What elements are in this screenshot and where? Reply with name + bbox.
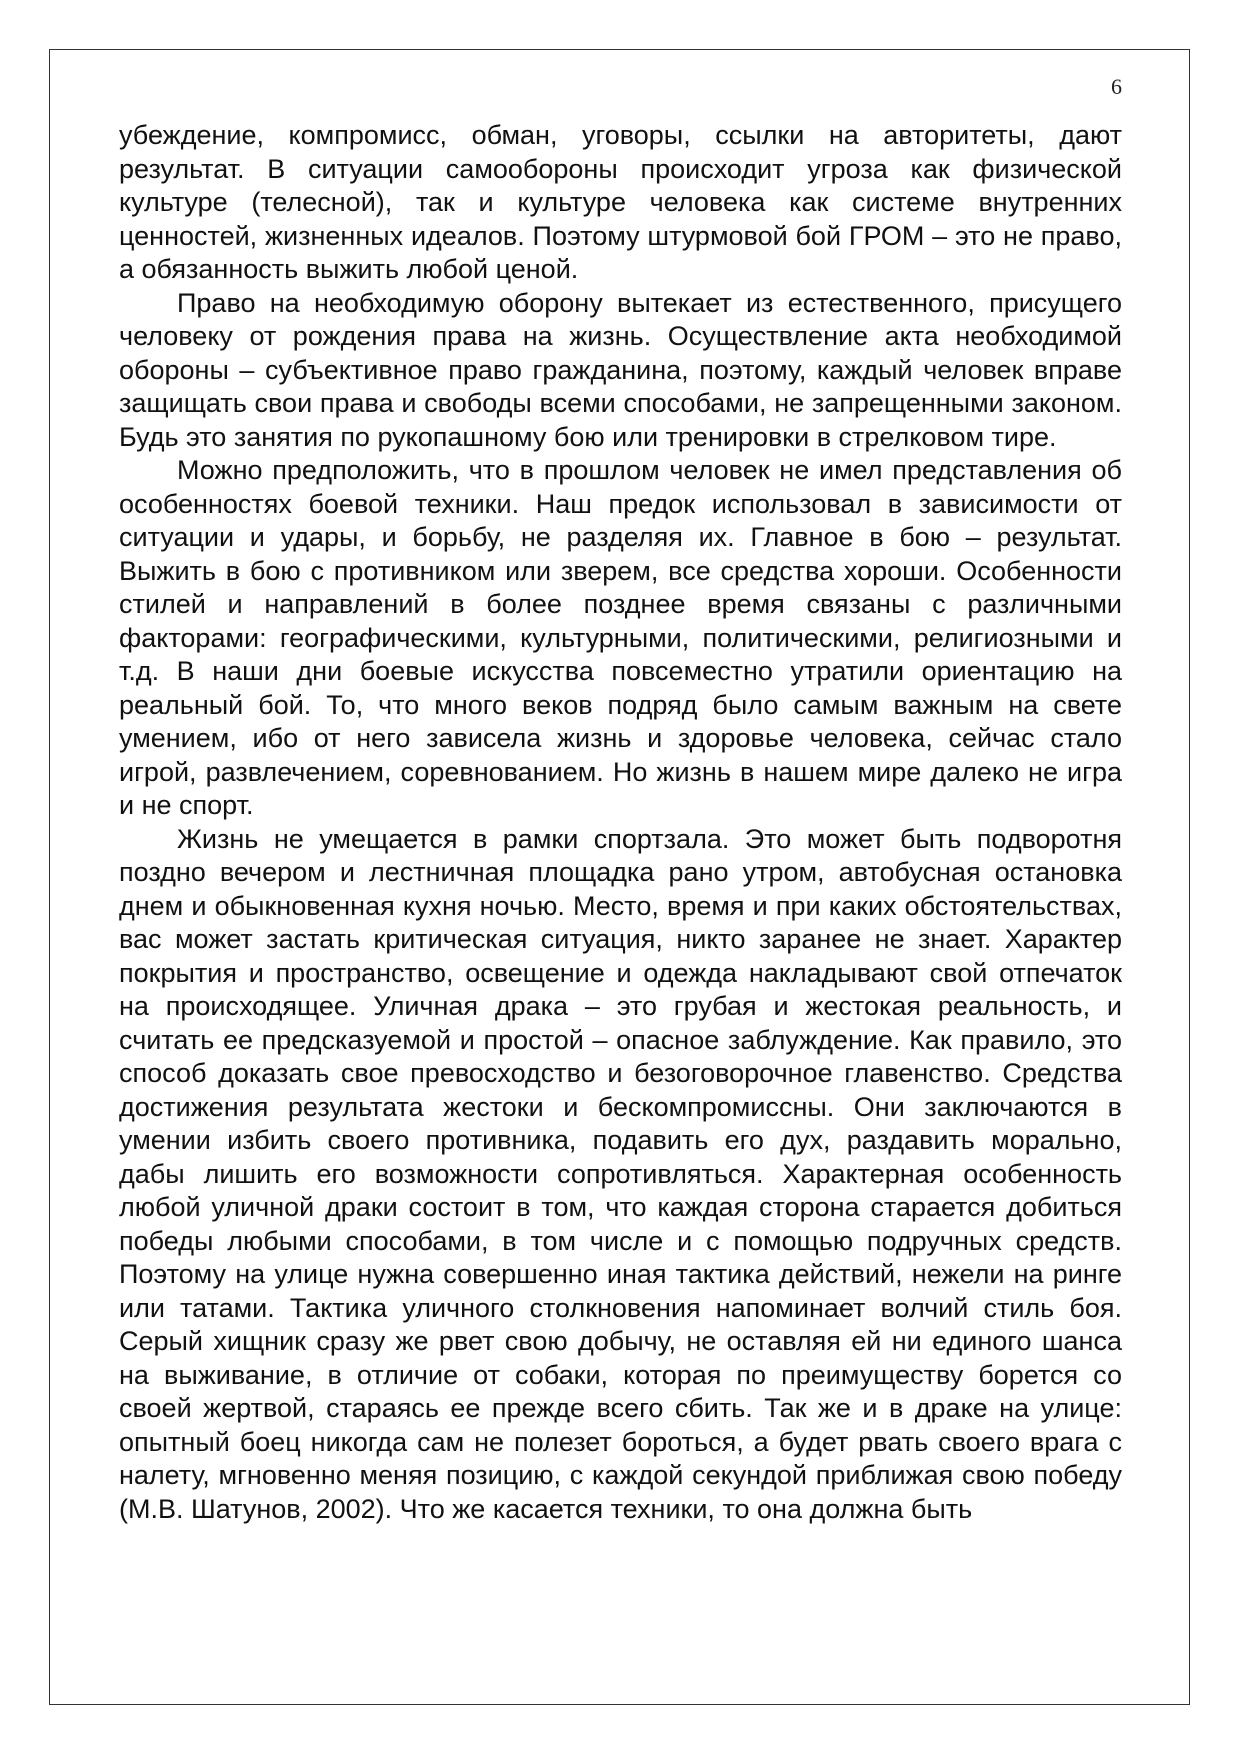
paragraph-1: убеждение, компромисс, обман, уговоры, ссылки на авторитеты, дают результат. В ситуации самообороны происходит угроза как физической культуре (телесной), так и культуре человека как системе внутренних ценностей, жизненных идеалов. Поэтому штурмовой бой ГРОМ – это не право, а обязанность выжить любой ценой. — [119, 120, 1122, 284]
paragraph-4: Жизнь не умещается в рамки спортзала. Это может быть подворотня поздно вечером и лестничная площадка рано утром, автобусная остановка днем и обыкновенная кухня ночью. Место, время и при каких обстоятельствах, вас может застать критическая ситуация, никто заранее не знает. Характер покрытия и пространство, освещение и одежда накладывают свой отпечаток на происходящее. Уличная драка – это грубая и жестокая реальность, и считать ее предсказуемой и простой – опасное заблуждение. Как правило, это способ доказать свое превосходство и безоговорочное главенство. Средства достижения результата жестоки и бескомпромиссны. Они заключаются в умении избить своего противника, подавить его дух, раздавить морально, дабы лишить его возможности сопротивляться. Характерная особенность любой уличной драки состоит в том, что каждая сторона старается добиться победы любыми способами, в том числе и с помощью подручных средств. Поэтому на улице нужна совершенно иная тактика действий, нежели на ринге или татами. Тактика уличного столкновения напоминает волчий стиль боя. Серый хищник сразу же рвет свою добычу, не оставляя ей ни единого шанса на выживание, в отличие от собаки, которая по преимуществу борется со своей жертвой, стараясь ее прежде всего сбить. Так же и в драке на улице: опытный боец никогда сам не полезет бороться, а будет рвать своего врага с налету, мгновенно меняя позицию, с каждой секундой приближая свою победу (М.В. Шатунов, 2002). Что же касается техники, то она должна быть — [119, 823, 1122, 1524]
paragraph-2: Право на необходимую оборону вытекает из естественного, присущего человеку от рождения права на жизнь. Осуществление акта необходимой обороны – субъективное право гражданина, поэтому, каждый человек вправе защищать свои права и свободы всеми способами, не запрещенными законом. Будь это занятия по рукопашному бою или тренировки в стрелковом тире. — [119, 287, 1122, 452]
page-number: 6 — [1111, 74, 1122, 99]
document-body — [119, 119, 1122, 1526]
paragraph-3: Можно предположить, что в прошлом человек не имел представления об особенностях боевой техники. Наш предок использовал в зависимости от ситуации и удары, и борьбу, не разделяя их. Главное в бою – результат. Выжить в бою с противником или зверем, все средства хороши. Особенности стилей и направлений в более позднее время связаны с различными факторами: географическими, культурными, политическими, религиозными и т.д. В наши дни боевые искусства повсеместно утратили ориентацию на реальный бой. То, что много веков подряд было самым важным на свете умением, ибо от него зависела жизнь и здоровье человека, сейчас стало игрой, развлечением, соревнованием. Но жизнь в нашем мире далеко не игра и не спорт. — [119, 455, 1122, 820]
